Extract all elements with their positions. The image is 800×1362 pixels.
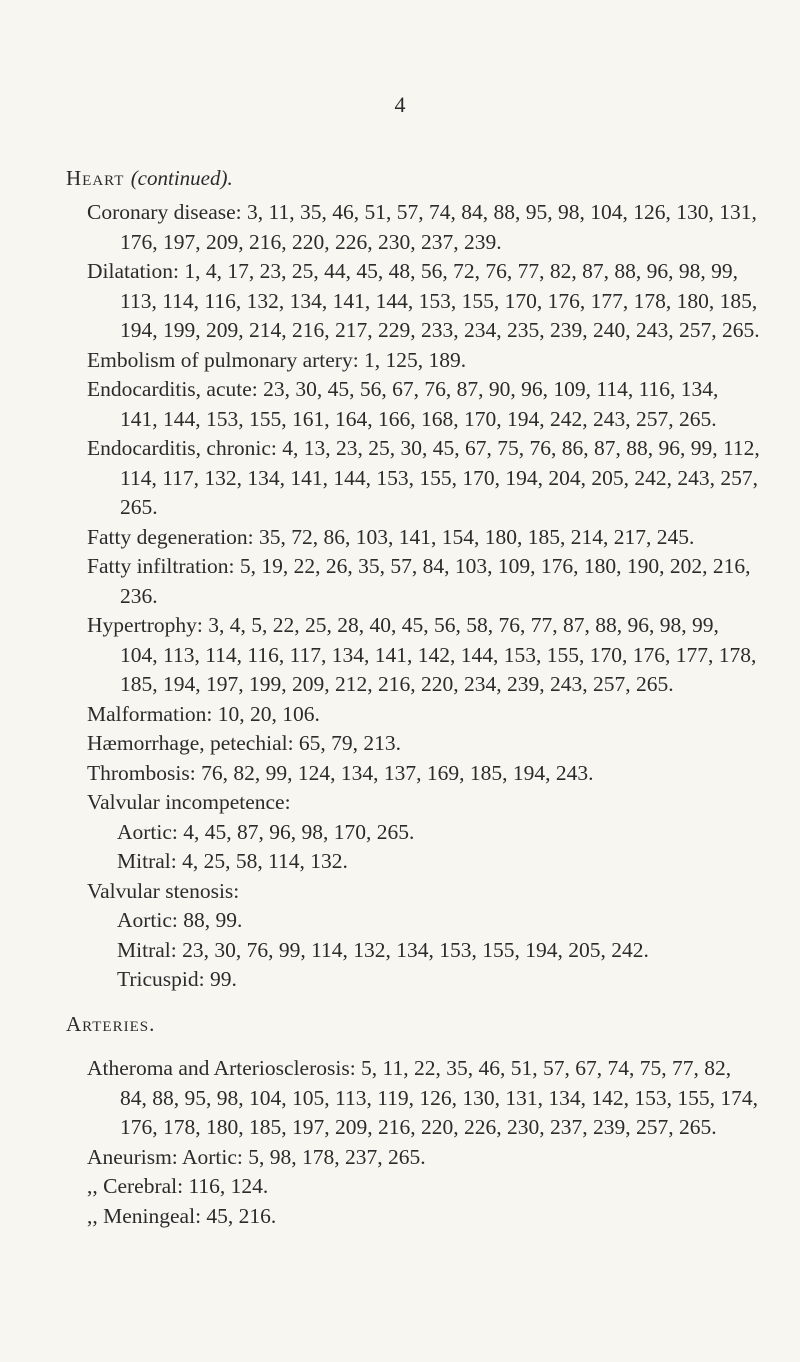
index-entry-atheroma: Atheroma and Arteriosclerosis: 5, 11, 22, 35, 46, 51, 57, 67, 74, 75, 77, 82, 84, 88, 95, 98, 104, 105, 113, 119, 126, 130, 131, 134, 142, 153, 155, 174, 176, 178, 180, 185, 197, 209, 216, 220, 226, 230, 237, 239, 257, 265.	[87, 1056, 759, 1139]
valvular-incompetence-aortic: Aortic: 4, 45, 87, 96, 98, 170, 265.	[117, 819, 415, 844]
valvular-incompetence-mitral: Mitral: 4, 25, 58, 114, 132.	[117, 849, 348, 873]
index-entry: Dilatation: 1, 4, 17, 23, 25, 44, 45, 48, 56, 72, 76, 77, 82, 87, 88, 96, 98, 99, 113, 114, 116, 132, 134, 141, 144, 153, 155, 170, 176, 177, 178, 180, 185, 194, 199, 209, 214, 216, 217, 229, 233, 234, 235, 239, 240, 243, 257, 265.	[87, 259, 760, 342]
valvular-stenosis-mitral: Mitral: 23, 30, 76, 99, 114, 132, 134, 153, 155, 194, 205, 242.	[117, 937, 649, 962]
index-entry: Endocarditis, chronic: 4, 13, 23, 25, 30, 45, 67, 75, 76, 86, 87, 88, 96, 99, 112, 114, 117, 132, 134, 141, 144, 153, 155, 170, 194, 204, 205, 242, 243, 257, 265.	[87, 436, 760, 519]
index-entry: Malformation: 10, 20, 106.	[87, 701, 320, 726]
index-entry: Thrombosis: 76, 82, 99, 124, 134, 137, 169, 185, 194, 243.	[87, 760, 594, 785]
valvular-stenosis-heading: Valvular stenosis:	[87, 878, 240, 903]
index-entry: Fatty infiltration: 5, 19, 22, 26, 35, 57, 84, 103, 109, 176, 180, 190, 202, 216, 236.	[87, 554, 751, 608]
section-heading-arteries: Arteries.	[66, 1012, 156, 1036]
heart-entries	[0, 198, 760, 995]
index-entry-aneurism-meningeal: ,, Meningeal: 45, 216.	[87, 1203, 277, 1228]
index-entry: Hypertrophy: 3, 4, 5, 22, 25, 28, 40, 45, 56, 58, 76, 77, 87, 88, 96, 98, 99, 104, 113, 114, 116, 117, 134, 141, 142, 144, 153, 155, 170, 176, 177, 178, 185, 194, 197, 199, 209, 212, 216, 220, 234, 239, 243, 257, 265.	[87, 613, 757, 696]
heading-heart-subtitle: (continued).	[130, 166, 233, 190]
index-entry: Hæmorrhage, petechial: 65, 79, 213.	[87, 731, 402, 755]
index-entry: Coronary disease: 3, 11, 35, 46, 51, 57, 74, 84, 88, 95, 98, 104, 126, 130, 131, 176, 197, 209, 216, 220, 226, 230, 237, 239.	[87, 200, 757, 254]
valvular-stenosis-aortic: Aortic: 88, 99.	[117, 908, 243, 932]
index-entry-aneurism-aortic: Aneurism: Aortic: 5, 98, 178, 237, 265.	[87, 1144, 426, 1169]
index-entry: Fatty degeneration: 35, 72, 86, 103, 141, 154, 180, 185, 214, 217, 245.	[87, 524, 695, 549]
index-entry: Embolism of pulmonary artery: 1, 125, 189.	[87, 347, 467, 372]
page-number: 4	[394, 92, 406, 117]
index-entry: Endocarditis, acute: 23, 30, 45, 56, 67, 76, 87, 90, 96, 109, 114, 116, 134, 141, 144, 153, 155, 161, 164, 166, 168, 170, 194, 242, 243, 257, 265.	[87, 377, 719, 431]
valvular-stenosis-tricuspid: Tricuspid: 99.	[117, 967, 237, 991]
heading-heart-title: Heart	[66, 166, 125, 190]
section-heading-heart	[66, 166, 233, 191]
valvular-incompetence-heading: Valvular incompetence:	[87, 790, 291, 814]
arteries-entries	[0, 1054, 760, 1231]
index-entry-aneurism-cerebral: ,, Cerebral: 116, 124.	[87, 1174, 269, 1198]
